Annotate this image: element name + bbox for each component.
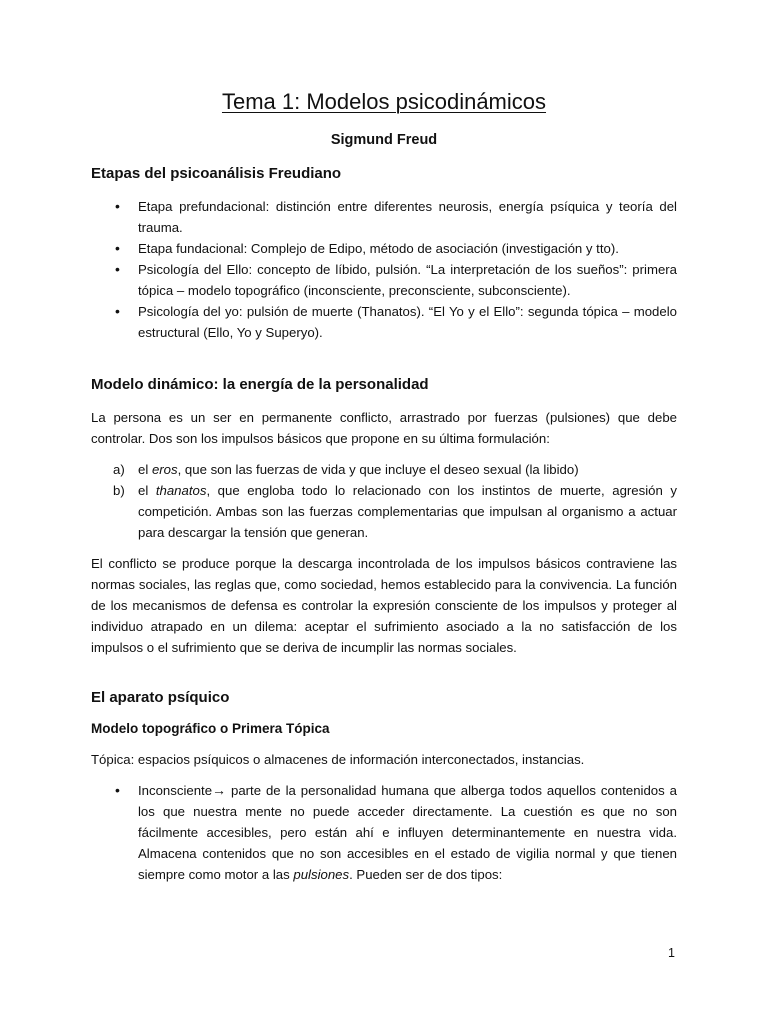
bullet-icon: • <box>115 261 120 277</box>
impulsos-list <box>91 459 677 543</box>
topica-definition: Tópica: espacios psíquicos o almacenes de información interconectados, instancias. <box>91 752 585 767</box>
list-marker: a) <box>113 462 125 477</box>
subheading-topografico: Modelo topográfico o Primera Tópica <box>91 721 330 736</box>
document-title: Tema 1: Modelos psicodinámicos <box>221 89 547 114</box>
bullet-icon: • <box>115 303 120 319</box>
list-item: b) el thanatos, que engloba todo lo relacionado con los instintos de muerte, agresión y competición. Ambas son las fuerzas complementarias que impulsan al organismo a actuar para descargar la tensión que generan. <box>91 480 677 543</box>
page-content <box>91 88 677 895</box>
bullet-icon: • <box>115 198 120 214</box>
bullet-icon: • <box>115 782 120 798</box>
section-heading-etapas: Etapas del psicoanálisis Freudiano <box>91 165 342 182</box>
bullet-icon: • <box>115 240 120 256</box>
arrow-right-icon: → <box>212 782 227 798</box>
section-heading-aparato: El aparato psíquico <box>91 689 230 706</box>
inconsciente-list <box>91 780 677 885</box>
author-name: Sigmund Freud <box>330 132 438 148</box>
page-number: 1 <box>668 946 675 960</box>
list-marker: b) <box>113 483 125 498</box>
list-item: • Psicología del yo: pulsión de muerte (Thanatos). “El Yo y el Ello”: segunda tópica – modelo estructural (Ello, Yo y Superyo). <box>115 303 677 340</box>
list-item: a) el eros, que son las fuerzas de vida y que incluye el deseo sexual (la libido) <box>91 459 677 480</box>
list-item: • Inconsciente→ parte de la personalidad humana que alberga todos aquellos contenidos a los que nuestra mente no puede acceder directamente. La cuestión es que no son fácilmente accesibles, pero están ahí e influyen determinantemente en nuestra vida. Almacena contenidos que no son accesibles en el estado de vigilia normal y que tienen siempre como motor a las pulsiones. Pueden ser de dos tipos: <box>115 782 677 882</box>
intro-paragraph: La persona es un ser en permanente conflicto, arrastrado por fuerzas (pulsiones) que debe controlar. Dos son los impulsos básicos que propone en su última formulación: <box>91 410 677 446</box>
conflict-paragraph: El conflicto se produce porque la descarga incontrolada de los impulsos básicos contraviene las normas sociales, las reglas que, como sociedad, hemos establecido para la convivencia. La función de los mecanismos de defensa es controlar la expresión consciente de los impulsos y proteger al individuo atrapado en un dilema: aceptar el sufrimiento asociado a la no satisfacción de los impulsos o el sufrimiento que se deriva de incumplir las normas sociales. <box>91 556 677 655</box>
list-item: • Psicología del Ello: concepto de líbido, pulsión. “La interpretación de los sueños”: primera tópica – modelo topográfico (inconsciente, preconsciente, subconsciente). <box>115 261 677 298</box>
list-item: • Etapa prefundacional: distinción entre diferentes neurosis, energía psíquica y teoría del trauma. <box>115 198 677 235</box>
section-heading-modelo-dinamico: Modelo dinámico: la energía de la personalidad <box>91 376 429 393</box>
list-item: • Etapa fundacional: Complejo de Edipo, método de asociación (investigación y tto). <box>91 238 677 259</box>
etapas-list <box>91 196 677 343</box>
